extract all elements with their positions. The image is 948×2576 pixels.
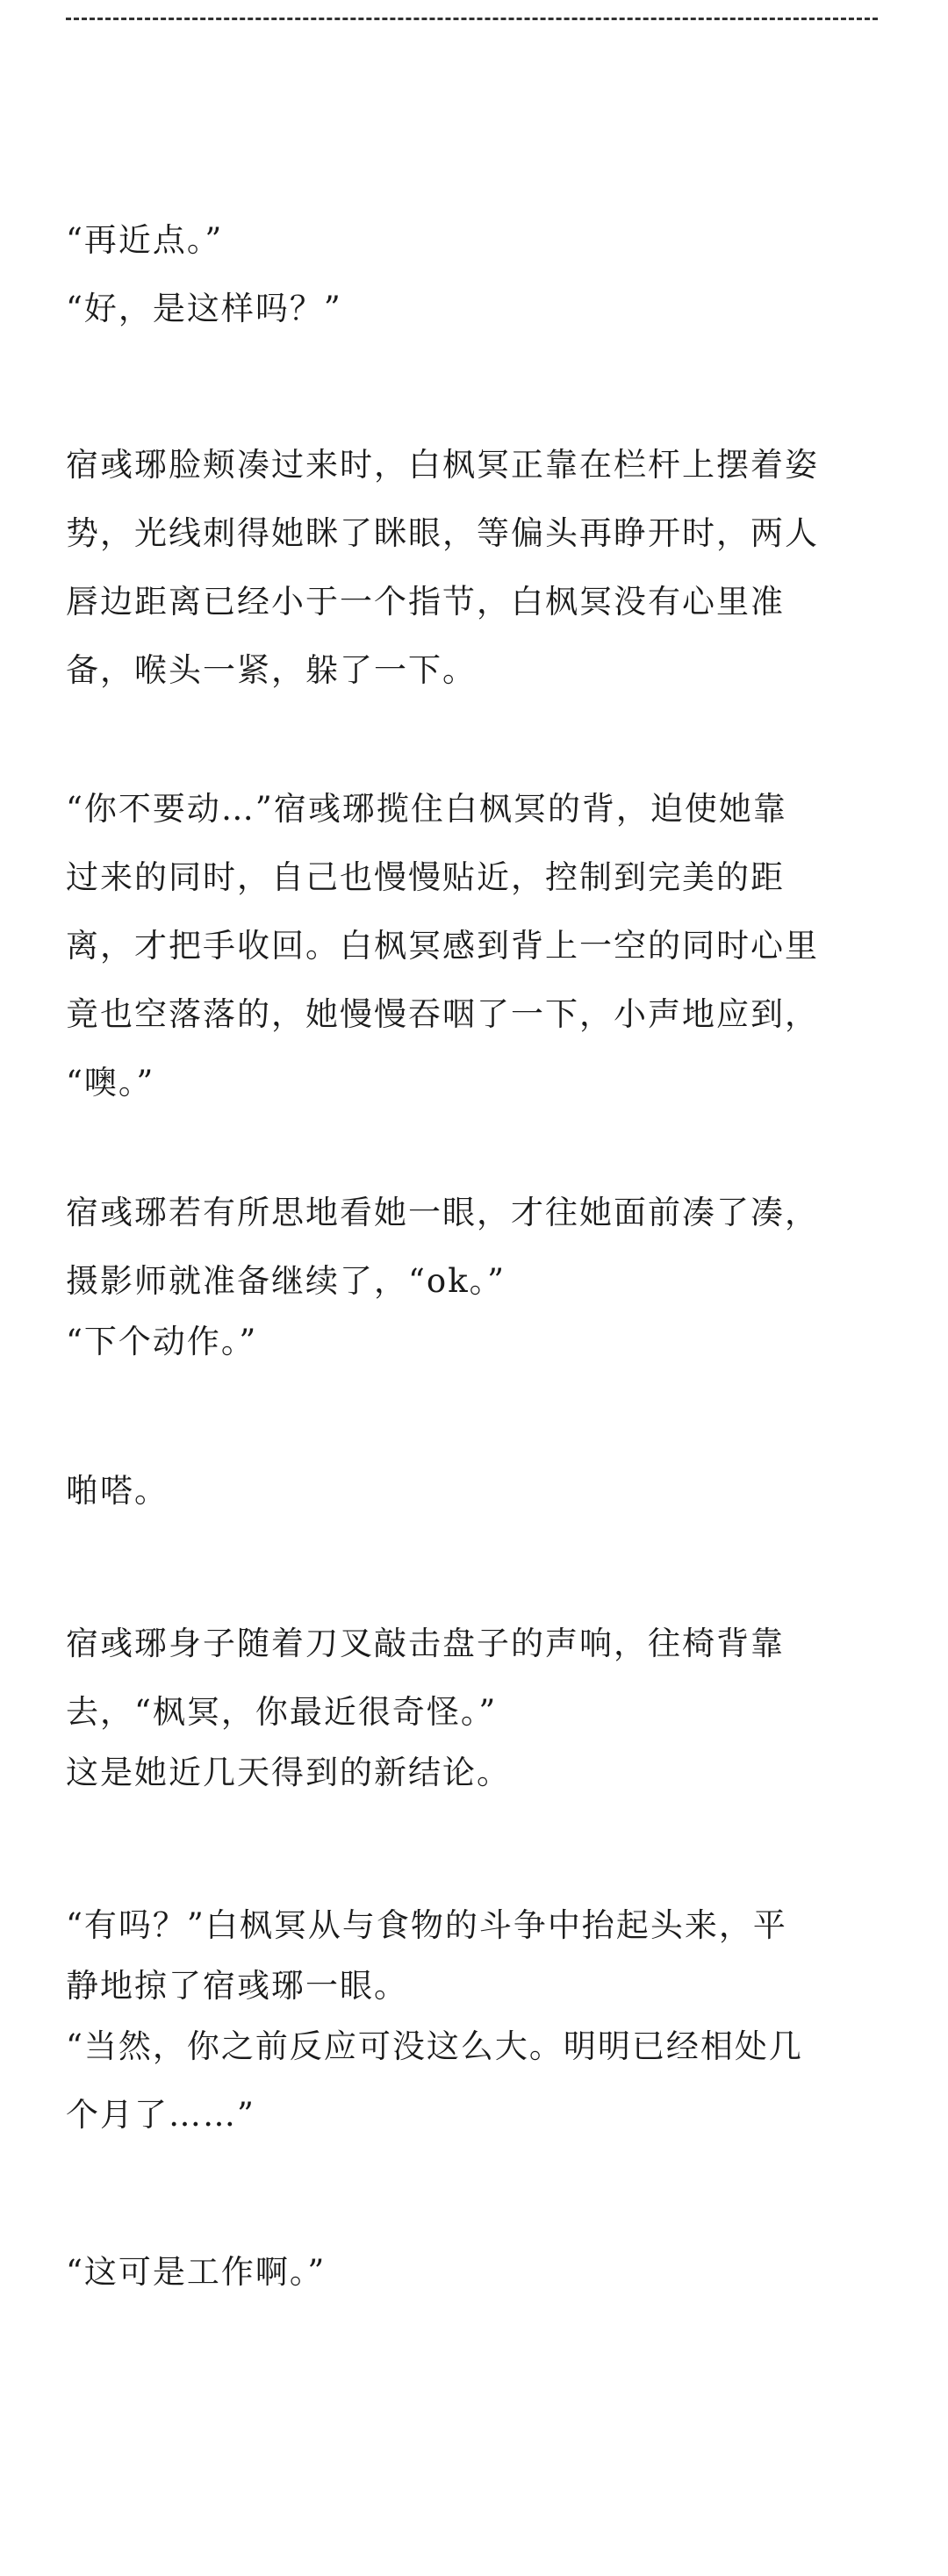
text-line: 静地掠了宿彧琊一眼。 — [66, 1967, 408, 2005]
text-line: 备，喉头一紧，躲了一下。 — [66, 651, 477, 689]
paragraph — [66, 2013, 887, 2149]
text-line: “你不要动…”宿彧琊揽住白枫冥的背，迫使她靠 — [66, 790, 787, 828]
paragraph — [66, 1610, 887, 1747]
text-line: “再近点。” — [66, 221, 224, 259]
text-line: “这可是工作啊。” — [66, 2253, 327, 2291]
dashed-divider — [66, 18, 878, 20]
paragraph — [66, 1316, 887, 1368]
text-line: 宿彧琊若有所思地看她一眼，才往她面前凑了凑， — [66, 1194, 819, 1231]
text-line: 去，“枫冥，你最近很奇怪。” — [66, 1693, 498, 1731]
text-line: 宿彧琊脸颊凑过来时，白枫冥正靠在栏杆上摆着姿 — [66, 446, 819, 484]
paragraph — [66, 431, 887, 705]
paragraph — [66, 1747, 887, 1799]
paragraph — [66, 2246, 887, 2299]
text-line: 竟也空落落的，她慢慢吞咽了一下，小声地应到， — [66, 995, 819, 1033]
text-line: “好，是这样吗？” — [66, 290, 342, 327]
paragraph — [66, 215, 887, 266]
text-line: “有吗？”白枫冥从与食物的斗争中抬起头来，平 — [66, 1906, 787, 1944]
paragraph — [66, 1891, 887, 2013]
text-line: 势，光线刺得她眯了眯眼，等偏头再睁开时，两人 — [66, 514, 819, 552]
paragraph — [66, 775, 887, 1117]
text-line: 摄影师就准备继续了，“ok。” — [66, 1262, 506, 1300]
text-line: 离，才把手收回。白枫冥感到背上一空的同时心里 — [66, 927, 819, 965]
text-line: 个月了……” — [66, 2096, 255, 2134]
text-line: 唇边距离已经小于一个指节，白枫冥没有心里准 — [66, 583, 785, 621]
text-line: 这是她近几天得到的新结论。 — [66, 1754, 511, 1791]
text-line: “下个动作。” — [66, 1323, 258, 1360]
text-line: “当然，你之前反应可没这么大。明明已经相处几 — [66, 2027, 803, 2065]
article-body — [66, 215, 887, 2299]
text-line: 过来的同时，自己也慢慢贴近，控制到完美的距 — [66, 858, 785, 896]
paragraph — [66, 1179, 887, 1316]
text-line: 宿彧琊身子随着刀叉敲击盘子的声响，往椅背靠 — [66, 1625, 785, 1662]
paragraph — [66, 283, 887, 334]
paragraph — [66, 1465, 887, 1518]
text-line: “噢。” — [66, 1064, 155, 1101]
text-line: 啪嗒。 — [66, 1472, 169, 1510]
